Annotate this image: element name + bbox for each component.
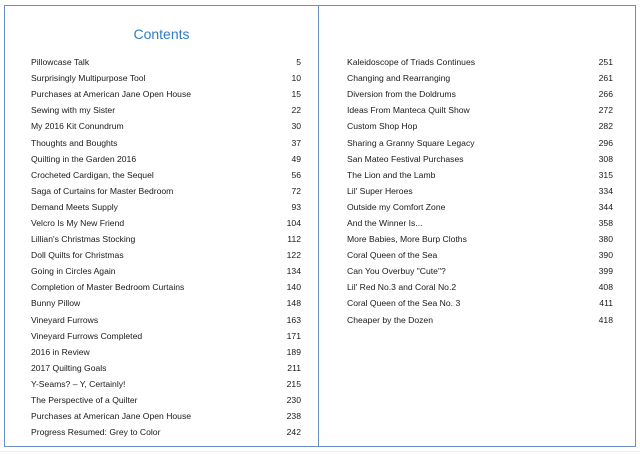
toc-entry[interactable]: [31, 376, 301, 392]
toc-entry-title: 2016 in Review: [31, 346, 90, 357]
toc-entry[interactable]: [31, 344, 301, 360]
toc-entry[interactable]: [347, 102, 613, 118]
toc-entry[interactable]: [347, 199, 613, 215]
toc-entry[interactable]: [347, 134, 613, 150]
toc-entry[interactable]: [31, 231, 301, 247]
toc-entry-page: 380: [598, 234, 613, 245]
toc-entry[interactable]: [31, 408, 301, 424]
toc-entry-title: 2017 Quilting Goals: [31, 362, 107, 373]
toc-entry[interactable]: [31, 134, 301, 150]
toc-entry-page: 261: [598, 73, 613, 84]
toc-entry-title: My 2016 Kit Conundrum: [31, 121, 124, 132]
toc-entry[interactable]: [31, 424, 301, 440]
toc-entry-page: 238: [286, 411, 301, 422]
page-title: Contents: [133, 26, 190, 42]
toc-entry-page: 408: [598, 282, 613, 293]
toc-entry-page: 358: [598, 217, 613, 228]
toc-entry-page: 296: [598, 137, 613, 148]
toc-entry-title: Sewing with my Sister: [31, 105, 116, 116]
toc-entry-title: Lillian's Christmas Stocking: [31, 234, 136, 245]
toc-entry-title: Purchases at American Jane Open House: [31, 411, 192, 422]
toc-entry-page: 411: [599, 298, 613, 309]
toc-entry-title: More Babies, More Burp Cloths: [347, 234, 467, 245]
toc-entry[interactable]: [347, 70, 613, 86]
toc-entry-title: Diversion from the Doldrums: [347, 89, 456, 100]
toc-entry-page: 215: [286, 378, 301, 389]
toc-entry-page: 390: [598, 250, 613, 261]
toc-entry-page: 163: [286, 314, 301, 325]
toc-entry-page: 315: [598, 169, 613, 180]
toc-entry[interactable]: [31, 312, 301, 328]
toc-entry[interactable]: [31, 328, 301, 344]
toc-entry-page: 15: [291, 89, 301, 100]
toc-entry-page: 5: [296, 57, 301, 68]
toc-entry-title: Purchases at American Jane Open House: [31, 89, 192, 100]
toc-entry-page: 211: [287, 362, 301, 373]
toc-entry-title: Doll Quilts for Christmas: [31, 250, 124, 261]
toc-entry-page: 266: [598, 89, 613, 100]
toc-entry[interactable]: [31, 279, 301, 295]
toc-entry-title: Velcro Is My New Friend: [31, 217, 125, 228]
toc-entry-title: Quilting in the Garden 2016: [31, 153, 137, 164]
toc-entry[interactable]: [347, 231, 613, 247]
toc-entry-title: Vineyard Furrows Completed: [31, 330, 143, 341]
toc-entry-page: 37: [291, 137, 301, 148]
toc-entry-title: Y-Seams? – Y, Certainly!: [31, 378, 126, 389]
toc-entry[interactable]: [347, 151, 613, 167]
toc-entry[interactable]: [31, 247, 301, 263]
toc-entry[interactable]: [31, 295, 301, 311]
toc-entry[interactable]: [31, 199, 301, 215]
toc-entry-page: 230: [286, 395, 301, 406]
toc-entry[interactable]: [347, 118, 613, 134]
left-page: [4, 5, 319, 447]
toc-entry-title: Thoughts and Boughts: [31, 137, 118, 148]
toc-entry[interactable]: [31, 151, 301, 167]
toc-entry[interactable]: [31, 183, 301, 199]
toc-entry-page: 308: [598, 153, 613, 164]
toc-entry[interactable]: [31, 215, 301, 231]
toc-entry-page: 272: [598, 105, 613, 116]
toc-entry-title: Completion of Master Bedroom Curtains: [31, 282, 185, 293]
toc-entry[interactable]: [347, 295, 613, 311]
toc-entry-title: Pillowcase Talk: [31, 57, 90, 68]
toc-entry-page: 72: [291, 185, 301, 196]
toc-entry[interactable]: [31, 54, 301, 70]
toc-entry-title: Crocheted Cardigan, the Sequel: [31, 169, 154, 180]
toc-entry-title: And the Winner Is...: [347, 217, 423, 228]
right-page: [318, 5, 636, 447]
toc-entry-title: Coral Queen of the Sea: [347, 250, 438, 261]
toc-entry-page: 282: [598, 121, 613, 132]
toc-entry[interactable]: [31, 392, 301, 408]
toc-entry[interactable]: [347, 86, 613, 102]
toc-entry-title: San Mateo Festival Purchases: [347, 153, 464, 164]
toc-entry-page: 344: [598, 201, 613, 212]
toc-entry[interactable]: [31, 70, 301, 86]
toc-entry-title: Going in Circles Again: [31, 266, 116, 277]
toc-entry-title: Ideas From Manteca Quilt Show: [347, 105, 470, 116]
toc-entry-page: 148: [286, 298, 301, 309]
toc-entry[interactable]: [347, 263, 613, 279]
toc-entry-title: Demand Meets Supply: [31, 201, 118, 212]
toc-entry[interactable]: [347, 312, 613, 328]
toc-entry-page: 334: [598, 185, 613, 196]
toc-entry-title: The Lion and the Lamb: [347, 169, 436, 180]
toc-entry-page: 134: [286, 266, 301, 277]
toc-list-right: [347, 54, 613, 328]
toc-entry[interactable]: [347, 183, 613, 199]
toc-entry-title: Cheaper by the Dozen: [347, 314, 433, 325]
toc-entry[interactable]: [31, 360, 301, 376]
toc-entry-page: 399: [598, 266, 613, 277]
toc-entry[interactable]: [347, 54, 613, 70]
toc-entry[interactable]: [347, 279, 613, 295]
toc-entry-title: Kaleidoscope of Triads Continues: [347, 57, 476, 68]
toc-entry[interactable]: [31, 86, 301, 102]
toc-entry[interactable]: [347, 167, 613, 183]
toc-entry-title: Sharing a Granny Square Legacy: [347, 137, 475, 148]
toc-entry-page: 242: [286, 427, 301, 438]
toc-entry-title: The Perspective of a Quilter: [31, 395, 138, 406]
toc-entry-page: 30: [291, 121, 301, 132]
toc-entry-title: Saga of Curtains for Master Bedroom: [31, 185, 174, 196]
toc-entry[interactable]: [347, 247, 613, 263]
toc-entry[interactable]: [31, 102, 301, 118]
toc-entry-title: Coral Queen of the Sea No. 3: [347, 298, 461, 309]
toc-entry[interactable]: [31, 118, 301, 134]
toc-entry-page: 140: [286, 282, 301, 293]
toc-entry-page: 189: [286, 346, 301, 357]
toc-entry-page: 56: [291, 169, 301, 180]
toc-entry-page: 418: [598, 314, 613, 325]
toc-entry-page: 93: [291, 201, 301, 212]
toc-entry[interactable]: [347, 215, 613, 231]
toc-entry-page: 171: [286, 330, 301, 341]
toc-entry[interactable]: [31, 167, 301, 183]
toc-entry-title: Custom Shop Hop: [347, 121, 418, 132]
toc-list-left: [31, 54, 301, 440]
toc-entry-page: 104: [286, 217, 301, 228]
divider: [0, 451, 640, 452]
toc-entry-page: 10: [291, 73, 301, 84]
toc-entry-title: Changing and Rearranging: [347, 73, 451, 84]
toc-entry-title: Surprisingly Multipurpose Tool: [31, 73, 146, 84]
toc-entry-page: 251: [598, 57, 613, 68]
toc-entry-title: Lil' Super Heroes: [347, 185, 413, 196]
toc-entry-title: Progress Resumed: Grey to Color: [31, 427, 161, 438]
toc-entry-title: Can You Overbuy "Cute"?: [347, 266, 446, 277]
toc-entry[interactable]: [31, 263, 301, 279]
toc-entry-title: Lil' Red No.3 and Coral No.2: [347, 282, 457, 293]
toc-entry-title: Outside my Comfort Zone: [347, 201, 446, 212]
toc-entry-page: 122: [286, 250, 301, 261]
toc-entry-title: Vineyard Furrows: [31, 314, 99, 325]
toc-entry-page: 49: [291, 153, 301, 164]
toc-entry-page: 112: [287, 234, 301, 245]
toc-entry-page: 22: [291, 105, 301, 116]
toc-entry-title: Bunny Pillow: [31, 298, 81, 309]
